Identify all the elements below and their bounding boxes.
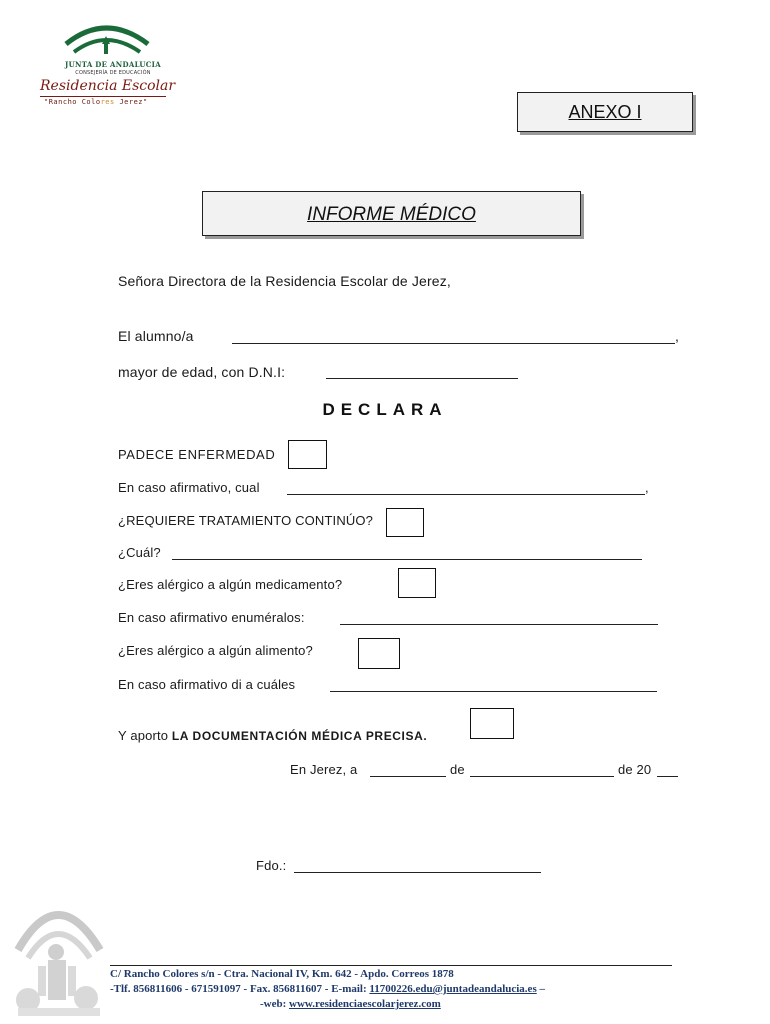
logo-org-name: JUNTA DE ANDALUCIA: [64, 60, 161, 69]
date-day-field[interactable]: [370, 775, 446, 777]
documentation-checkbox[interactable]: [470, 708, 514, 739]
illness-checkbox[interactable]: [288, 440, 327, 469]
footer-email-link[interactable]: 11700226.edu@juntadeandalucia.es: [369, 983, 537, 995]
documentation-statement: Y aporto LA DOCUMENTACIÓN MÉDICA PRECISA.: [118, 728, 428, 743]
food-allergy-list-label: En caso afirmativo di a cuáles: [118, 677, 296, 692]
treatment-question: ¿REQUIERE TRATAMIENTO CONTINÚO?: [118, 513, 374, 528]
date-de-1: de: [450, 762, 465, 777]
footer-web: -web: www.residenciaescolarjerez.com: [260, 998, 441, 1010]
med-allergy-list-field[interactable]: [340, 623, 658, 625]
logo-residence-name: Residencia Escolar: [40, 78, 176, 94]
student-label: El alumno/a: [118, 328, 194, 344]
andalucia-emblem-icon: [8, 890, 108, 1020]
footer-web-link[interactable]: www.residenciaescolarjerez.com: [289, 998, 441, 1010]
logo-tagline: "Rancho Colores Jerez": [44, 98, 148, 106]
treatment-checkbox[interactable]: [386, 508, 424, 537]
footer-contact: -Tlf. 856811606 - 671591097 - Fax. 856811607 - E-mail: 11700226.edu@juntadeandalucia.es –: [110, 983, 545, 995]
signature-label: Fdo.:: [256, 858, 287, 873]
signature-field[interactable]: [294, 871, 541, 873]
logo-dept-name: CONSEJERÍA DE EDUCACIÓN: [75, 70, 151, 76]
logo-arch-icon: [44, 14, 184, 64]
student-field-comma: ,: [675, 328, 680, 344]
annex-label-box: ANEXO I: [517, 92, 693, 132]
student-name-field[interactable]: [232, 342, 675, 344]
logo-underline: [40, 96, 166, 97]
date-month-field[interactable]: [470, 775, 614, 777]
illness-question: PADECE ENFERMEDAD: [118, 447, 276, 462]
footer-address: C/ Rancho Colores s/n - Ctra. Nacional IV, Km. 642 - Apdo. Correos 1878: [110, 968, 454, 980]
med-allergy-question: ¿Eres alérgico a algún medicamento?: [118, 577, 343, 592]
date-year-field[interactable]: [657, 775, 678, 777]
illness-which-label: En caso afirmativo, cual: [118, 480, 260, 495]
treatment-which-field[interactable]: [172, 558, 642, 560]
food-allergy-question: ¿Eres alérgico a algún alimento?: [118, 643, 313, 658]
junta-andalucia-logo: [36, 14, 176, 114]
med-allergy-checkbox[interactable]: [398, 568, 436, 598]
date-prefix: En Jerez, a: [290, 762, 358, 777]
food-allergy-list-field[interactable]: [330, 690, 657, 692]
illness-which-comma: ,: [645, 480, 649, 495]
date-de-2: de 20: [618, 762, 652, 777]
treatment-which-label: ¿Cuál?: [118, 545, 161, 560]
declares-heading: DECLARA: [322, 400, 448, 419]
greeting: Señora Directora de la Residencia Escolar de Jerez,: [118, 273, 451, 289]
med-allergy-list-label: En caso afirmativo enuméralos:: [118, 610, 305, 625]
dni-label: mayor de edad, con D.N.I:: [118, 364, 286, 380]
form-title-box: INFORME MÉDICO: [202, 191, 581, 236]
dni-field[interactable]: [326, 377, 518, 379]
food-allergy-checkbox[interactable]: [358, 638, 400, 669]
footer-divider: [110, 965, 672, 966]
illness-which-field[interactable]: [287, 493, 645, 495]
